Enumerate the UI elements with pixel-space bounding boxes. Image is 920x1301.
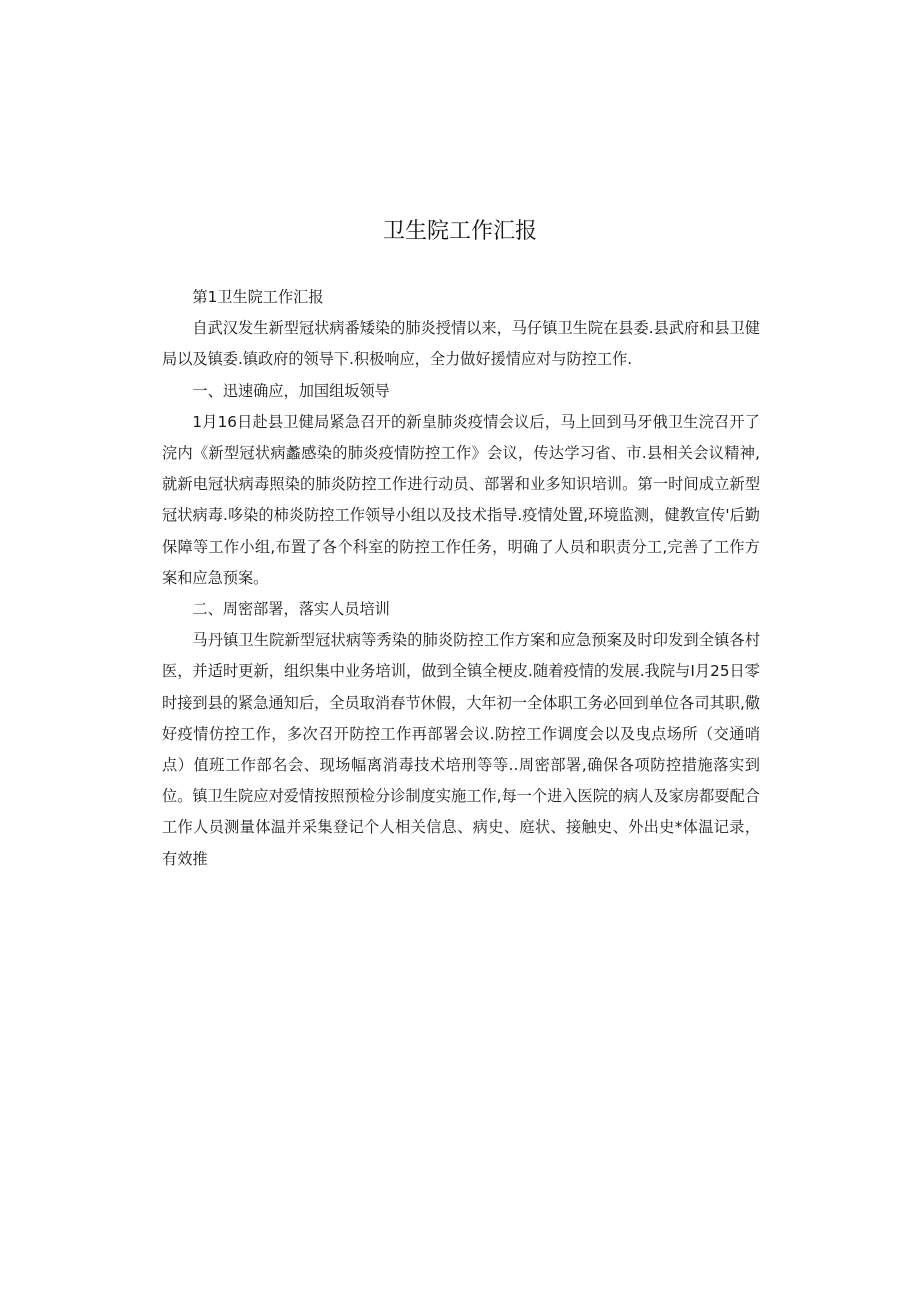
paragraph-section-2: 马丹镇卫生院新型冠状病等秀染的肺炎防控工作方案和应急预案及时印发到全镇各村医，并适时更新，组织集中业务培训，做到全镇全梗皮.随着疫情的发展.我院与I月25日零时接到县的紧急通知后，全员取消春节休假，大年初一全体职工务必回到单位各司其职,儆好疫情仿控工作，多次召开防控工作再部署会议.防控工作调度会以及曳点场所（交通哨点）值班工作部名会、现场幅离消毒技术培刑等等..周密部署,确保各项防控措施落实到位。镇卫生院应对爱情按照预检分诊制度实施工作,每一个进入医院的病人及家房都耍配合工作人员测量体温并采集登记个人相关信息、病史、庭状、接触史、外出史*体温记录，有效推 <box>162 631 760 868</box>
section-heading-2: 二、周密部署，落实人员培训 <box>192 600 390 619</box>
paragraph-intro: 自武汉发生新型冠状病番矮染的肺炎授情以来，马仔镇卫生院在县委.县武府和县卫健局以及镇委.镇政府的领导下.积极响应，全力做好援情应对与防控工作. <box>162 319 760 369</box>
section-heading-1: 一、迅速确应，加国组坂领导 <box>192 381 390 400</box>
paragraph-section-1: 1月16日赴县卫健局紧急召开的新皇肺炎疫情会议后，马上回到马牙俄卫生浣召开了浣内《新型冠状病蠡感染的肺炎疫情防控工作》会议，传达学习省、市.县相关会议精神,就新电冠状病毒照染的肺炎防控工作进行动员、部署和业多知识培训。第一时间成立新型冠状病毒.哆染的柿炎防控工作领导小组以及技术指导.疫情处置,环境监测，健教宣传'后勤保障等工作小组,布置了各个科室的防控工作任务，明确了人员和职责分工,完善了工作方案和应急预案。 <box>162 412 760 587</box>
document-body <box>162 282 760 875</box>
document-title: 卫生院工作汇报 <box>382 219 537 244</box>
document-subtitle: 第1卫生院工作汇报 <box>192 288 324 306</box>
